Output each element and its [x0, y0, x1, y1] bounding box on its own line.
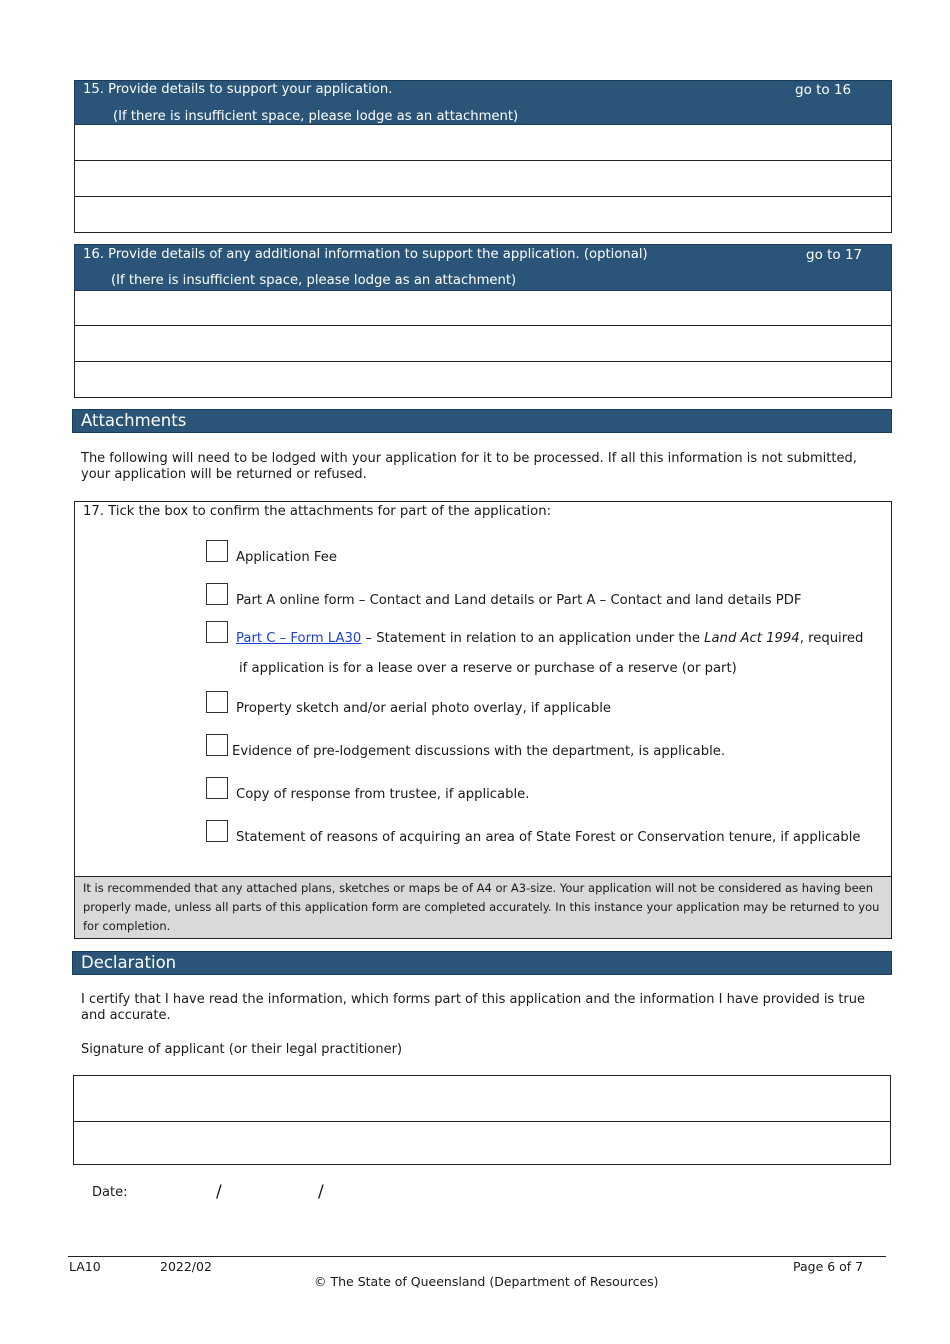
- checkbox-state-forest[interactable]: [206, 820, 228, 842]
- q16-title: 16. Provide details of any additional information to support the application. (optional): [83, 247, 648, 262]
- footer-copyright: © The State of Queensland (Department of Resources): [314, 1274, 659, 1289]
- q17-prompt: 17. Tick the box to confirm the attachments for part of the application:: [83, 504, 552, 519]
- q16-answer-row-2[interactable]: [74, 326, 892, 362]
- label-trustee-response: Copy of response from trustee, if applicable.: [236, 787, 530, 802]
- attachments-section-title: Attachments: [72, 409, 892, 433]
- q15-answer-row-2[interactable]: [74, 161, 892, 197]
- label-pre-lodgement: Evidence of pre-lodgement discussions with the department, is applicable.: [232, 744, 726, 759]
- label-application-fee: Application Fee: [236, 550, 337, 565]
- q16-header: [74, 244, 892, 291]
- date-field-month[interactable]: [230, 1180, 315, 1204]
- checkbox-property-sketch[interactable]: [206, 691, 228, 713]
- q16-answer-row-3[interactable]: [74, 362, 892, 398]
- date-separator-2: /: [318, 1182, 324, 1202]
- q15-answer-row-3[interactable]: [74, 197, 892, 233]
- q16-goto: go to 17: [806, 247, 863, 263]
- label-property-sketch: Property sketch and/or aerial photo overlay, if applicable: [236, 701, 611, 716]
- q15-answer-row-1[interactable]: [74, 125, 892, 161]
- checkbox-trustee-response[interactable]: [206, 777, 228, 799]
- q15-goto: go to 16: [795, 82, 852, 98]
- signature-field[interactable]: [73, 1075, 891, 1122]
- q17-box: [74, 501, 892, 939]
- date-field-year[interactable]: [332, 1180, 422, 1204]
- attachments-note: It is recommended that any attached plans, sketches or maps be of A4 or A3-size. Your application will not be considered as having been properly made, unless all parts of this application form are completed accurately. In this instance your application may be returned to you for completion.: [75, 876, 891, 938]
- q16-hint: (If there is insufficient space, please lodge as an attachment): [111, 273, 517, 288]
- part-c-text-1: – Statement in relation to an application under the: [361, 631, 705, 646]
- footer-rule: [68, 1256, 886, 1257]
- signature-field-2[interactable]: [73, 1121, 891, 1165]
- q15-header: [74, 80, 892, 125]
- attachments-intro: The following will need to be lodged with your application for it to be processed. If all this information is not submitted, your application will be returned or refused.: [81, 451, 857, 482]
- label-part-a: Part A online form – Contact and Land details or Part A – Contact and land details PDF: [236, 593, 802, 608]
- footer-form-code: LA10: [69, 1259, 101, 1274]
- declaration-section-title: Declaration: [72, 951, 892, 975]
- label-state-forest: Statement of reasons of acquiring an area of State Forest or Conservation tenure, if applicable: [236, 830, 861, 845]
- land-act-title: Land Act 1994: [704, 631, 800, 646]
- checkbox-part-c[interactable]: [206, 621, 228, 643]
- q15-hint: (If there is insufficient space, please lodge as an attachment): [113, 109, 519, 124]
- checkbox-pre-lodgement[interactable]: [206, 734, 228, 756]
- signature-label: Signature of applicant (or their legal practitioner): [81, 1042, 403, 1057]
- date-label: Date:: [92, 1185, 128, 1200]
- footer-version: 2022/02: [160, 1259, 212, 1274]
- part-c-text-2: , required: [799, 631, 864, 646]
- declaration-text: I certify that I have read the information, which forms part of this application and the information I have provided is true and accurate.: [81, 992, 866, 1023]
- part-c-form-link[interactable]: Part C – Form LA30: [236, 631, 362, 646]
- checkbox-part-a[interactable]: [206, 583, 228, 605]
- label-part-c-line-2: if application is for a lease over a reserve or purchase of a reserve (or part): [239, 661, 737, 676]
- date-separator-1: /: [216, 1182, 222, 1202]
- checkbox-application-fee[interactable]: [206, 540, 228, 562]
- label-part-c: [236, 631, 863, 646]
- q15-title: 15. Provide details to support your application.: [83, 82, 393, 97]
- q16-answer-row-1[interactable]: [74, 291, 892, 326]
- footer-page-number: Page 6 of 7: [793, 1259, 864, 1274]
- date-field-day[interactable]: [135, 1180, 215, 1204]
